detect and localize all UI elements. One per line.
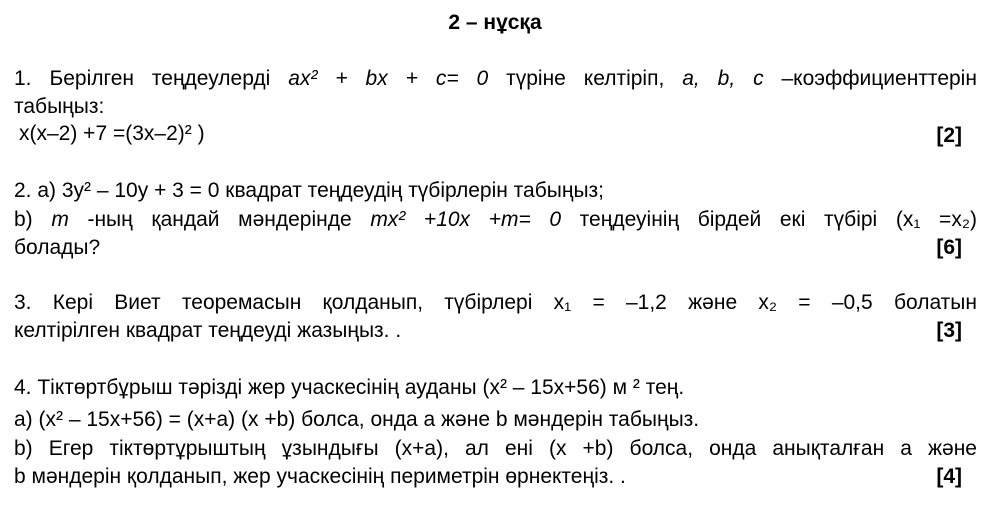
q3-points: [3]	[936, 319, 962, 342]
q4-line-1: 4. Тіктөртбұрыш тәрізді жер учаскесінің ауданы (x² – 15x+56) м ² тең.	[14, 376, 685, 399]
q4-points: [4]	[936, 465, 962, 488]
q4-part-b-line-2: b мәндерін қолданып, жер учаскесінің периметрін өрнектеңіз. .	[14, 465, 626, 488]
q1-text-c: –коэффициенттерін	[781, 67, 977, 90]
q2-part-a: 2. a) 3y² – 10y + 3 = 0 квадрат теңдеудің түбірлерін табыңыз;	[14, 179, 605, 202]
q4-part-a: a) (x² – 15x+56) = (x+a) (x +b) болса, онда a және b мәндерін табыңыз.	[14, 408, 700, 431]
q1-coefficients: a, b, c	[682, 67, 764, 90]
q2-b-text-1: -ның қандай мәндерінде	[87, 208, 352, 231]
q3-line-2: келтірілген квадрат теңдеуді жазыңыз. .	[14, 319, 402, 342]
q2-part-b-line-1	[14, 208, 977, 232]
q1-standard-form: ax² + bx + c= 0	[288, 67, 489, 90]
q1-points: [2]	[936, 124, 962, 147]
q1-line-1	[14, 67, 977, 91]
q1-number: 1.	[14, 67, 32, 90]
q2-b-text-2: теңдеуінің бірдей екі түбірі (x₁ =x₂)	[579, 208, 977, 231]
q2-b-prefix: b)	[14, 208, 33, 231]
q2-b-m: m	[51, 208, 69, 231]
q1-text-a: Берілген теңдеулерді	[49, 67, 271, 90]
variant-title: 2 – нұсқа	[448, 11, 542, 34]
q3-line-1: 3. Кері Виет теоремасын қолданып, түбірлері x₁ = –1,2 және x₂ = –0,5 болатын	[14, 291, 977, 314]
q4-part-b-line-1: b) Егер тіктөртұрыштың ұзындығы (x+a), ал ені (x +b) болса, онда анықталған a және	[14, 437, 977, 460]
q1-line-2: табыңыз:	[14, 95, 105, 118]
q2-part-b-line-2: болады?	[14, 236, 101, 259]
q2-points: [6]	[936, 236, 962, 259]
q1-equation: x(x–2) +7 =(3x–2)² )	[19, 122, 205, 145]
q2-b-equation: mx² +10x +m= 0	[370, 208, 562, 231]
q1-text-b: түріне келтіріп,	[506, 67, 665, 90]
